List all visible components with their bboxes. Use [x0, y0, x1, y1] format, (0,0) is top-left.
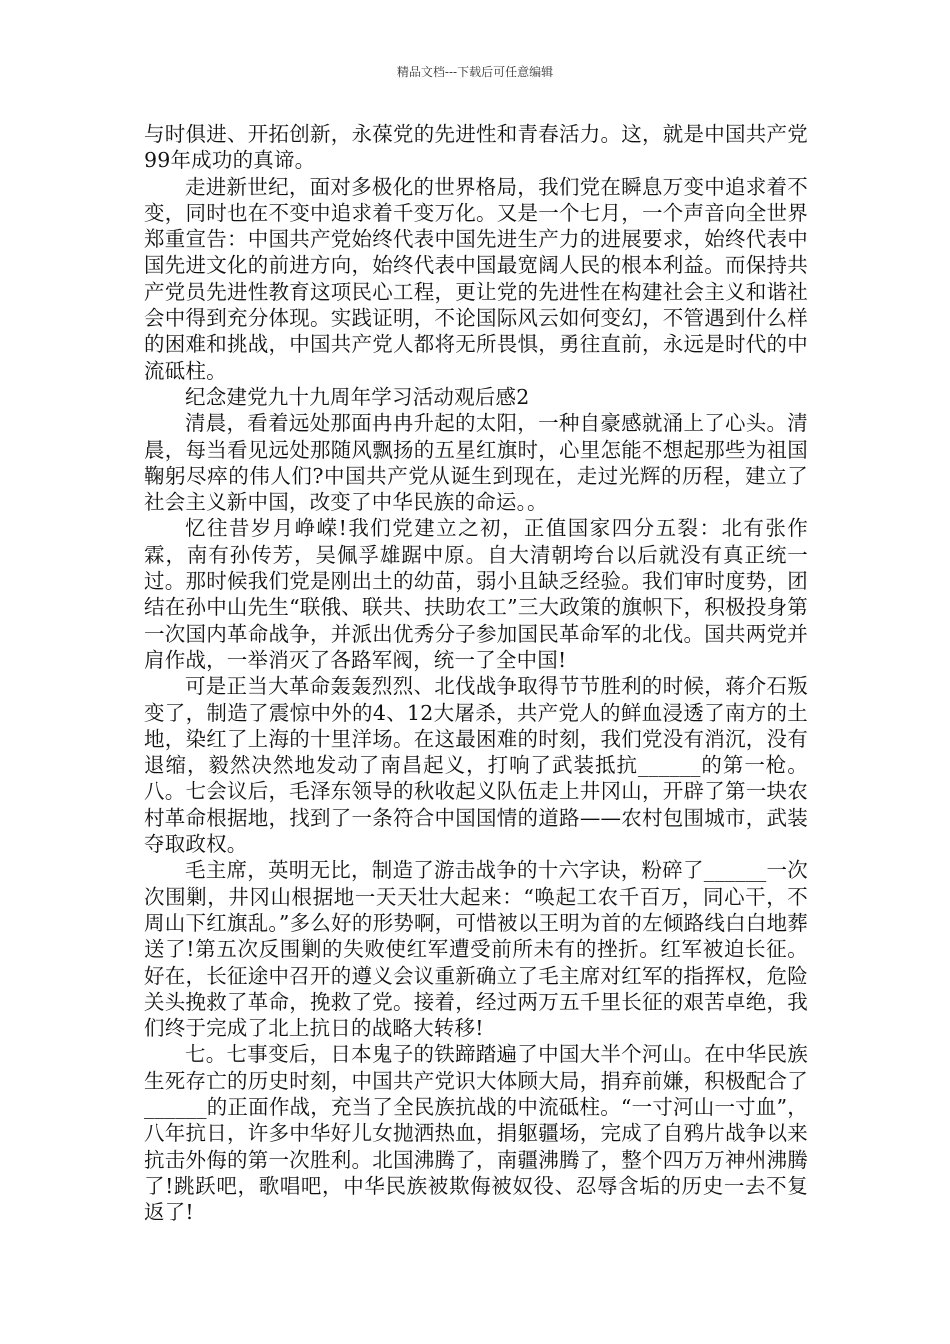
paragraph-war-of-resistance: 七。七事变后，日本鬼子的铁蹄踏遍了中国大半个河山。在中华民族生死存亡的历史时刻，中国共产党识大体顾大局，捐弃前嫌，积极配合了______的正面作战，充当了全民族抗战的中流砥柱。“一寸河山一寸血”，八年抗日，许多中华好儿女抛洒热血，捐躯疆场，完成了自鸦片战争以来抗击外侮的第一次胜利。北国沸腾了，南疆沸腾了，整个四万万神州沸腾了!跳跃吧，歌唱吧，中华民族被欺侮被奴役、忍辱含垢的历史一去不复返了!: [144, 1042, 808, 1225]
document-body: [144, 121, 808, 1225]
paragraph-founding: 忆往昔岁月峥嵘!我们党建立之初，正值国家四分五裂：北有张作霖，南有孙传芳，吴佩孚雄踞中原。自大清朝垮台以后就没有真正统一过。那时候我们党是刚出土的幼苗，弱小且缺乏经验。我们审时度势，团结在孙中山先生“联俄、联共、扶助农工”三大政策的旗帜下，积极投身第一次国内革命战争，并派出优秀分子参加国民革命军的北伐。国共两党并肩作战，一举消灭了各路军阀，统一了全中国!: [144, 516, 808, 672]
paragraph-revolution: 可是正当大革命轰轰烈烈、北伐战争取得节节胜利的时候，蒋介石叛变了，制造了震惊中外的4、12大屠杀，共产党人的鲜血浸透了南方的土地，染红了上海的十里洋场。在这最困难的时刻，我们党没有消沉，没有退缩，毅然决然地发动了南昌起义，打响了武装抵抗______的第一枪。八。七会议后，毛泽东领导的秋收起义队伍走上井冈山，开辟了第一块农村革命根据地，找到了一条符合中国国情的道路——农村包围城市，武装夺取政权。: [144, 674, 808, 857]
paragraph-new-century: 走进新世纪，面对多极化的世界格局，我们党在瞬息万变中追求着不变，同时也在不变中追求着千变万化。又是一个七月，一个声音向全世界郑重宣告：中国共产党始终代表中国先进生产力的进展要求，始终代表中国先进文化的前进方向，始终代表中国最宽阔人民的根本利益。而保持共产党员先进性教育这项民心工程，更让党的先进性在构建社会主义和谐社会中得到充分体现。实践证明，不论国际风云如何变幻，不管遇到什么样的困难和挑战，中国共产党人都将无所畏惧，勇往直前，永远是时代的中流砥柱。: [144, 174, 808, 383]
page-header: 精品文档---下载后可任意编辑: [396, 65, 554, 79]
paragraph-long-march: 毛主席，英明无比，制造了游击战争的十六字诀，粉碎了______一次次围剿，井冈山根据地一天天壮大起来：“唤起工农千百万，同心干，不周山下红旗乱。”多么好的形势啊，可惜被以王明为首的左倾路线白白地葬送了!第五次反围剿的失败使红军遭受前所未有的挫折。红军被迫长征。好在，长征途中召开的遵义会议重新确立了毛主席对红军的指挥权，危险关头挽救了革命，挽救了党。接着，经过两万五千里长征的艰苦卓绝，我们终于完成了北上抗日的战略大转移!: [144, 858, 808, 1041]
paragraph-morning: 清晨，看着远处那面冉冉升起的太阳，一种自豪感就涌上了心头。清晨，每当看见远处那随风飘扬的五星红旗时，心里怎能不想起那些为祖国鞠躬尽瘁的伟人们?中国共产党从诞生到现在，走过光辉的历程，建立了社会主义新中国，改变了中华民族的命运。。: [144, 411, 808, 515]
paragraph-continued: 与时俱进、开拓创新，永葆党的先进性和青春活力。这，就是中国共产党99年成功的真谛。: [144, 122, 808, 173]
section-heading: 纪念建党九十九周年学习活动观后感2: [185, 384, 530, 409]
